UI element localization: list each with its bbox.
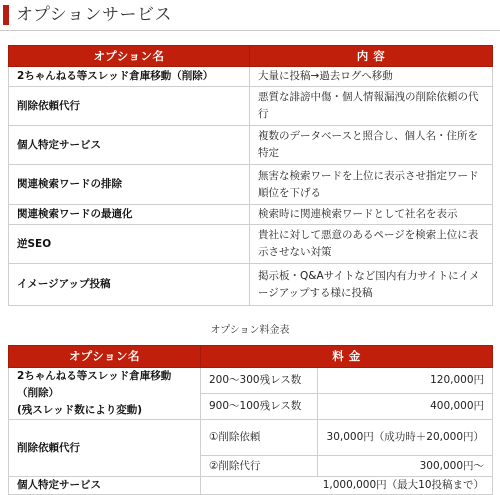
price-amount: 1,000,000円（最大10投稿まで） — [201, 477, 493, 495]
option-name: 個人特定サービス — [9, 126, 250, 165]
price-amount: 120,000円 — [318, 368, 493, 394]
header-option-name: オプション名 — [9, 346, 201, 368]
price-condition: 900〜100残レス数 — [201, 394, 318, 420]
table-row — [9, 126, 493, 165]
price-table-caption: オプション料金表 — [210, 325, 290, 336]
price-table — [8, 345, 493, 495]
table-row — [9, 264, 493, 306]
table-row — [9, 368, 493, 394]
header-content: 内 容 — [250, 46, 493, 67]
header-option-name: オプション名 — [9, 46, 250, 67]
options-table-header — [9, 46, 493, 67]
heading-accent-bar — [3, 5, 9, 25]
option-description: 貴社に対して悪意のあるページを検索上位に表示させない対策 — [250, 225, 493, 264]
price-condition: ①削除依頼 — [201, 420, 318, 456]
page-title: オプションサービス — [16, 5, 172, 25]
table-row — [9, 87, 493, 126]
price-amount: 30,000円（成功時＋20,000円） — [318, 420, 493, 456]
page-heading — [0, 0, 500, 31]
option-name: イメージアップ投稿 — [9, 264, 250, 306]
option-description: 悪質な誹謗中傷・個人情報漏洩の削除依頼の代行 — [250, 87, 493, 126]
option-name: 削除依頼代行 — [9, 87, 250, 126]
option-description: 大量に投稿→過去ログへ移動 — [250, 67, 493, 87]
table-row — [9, 67, 493, 87]
option-name: 2ちゃんねる等スレッド倉庫移動（削除） (残スレッド数により変動) — [9, 368, 201, 420]
table-row — [9, 165, 493, 205]
table-row — [9, 225, 493, 264]
price-amount: 400,000円 — [318, 394, 493, 420]
price-amount: 300,000円〜 — [318, 456, 493, 477]
price-condition: ②削除代行 — [201, 456, 318, 477]
option-description: 複数のデータベースと照合し、個人名・住所を特定 — [250, 126, 493, 165]
option-name: 関連検索ワードの最適化 — [9, 205, 250, 225]
price-condition: 200〜300残レス数 — [201, 368, 318, 394]
options-table — [8, 45, 493, 306]
option-name: 2ちゃんねる等スレッド倉庫移動（削除） — [9, 67, 250, 87]
option-name: 関連検索ワードの排除 — [9, 165, 250, 205]
option-description: 掲示板・Q&Aサイトなど国内有力サイトにイメージアップする様に投稿 — [250, 264, 493, 306]
table-row — [9, 420, 493, 456]
option-description: 無害な検索ワードを上位に表示させ指定ワード順位を下げる — [250, 165, 493, 205]
table-row — [9, 205, 493, 225]
header-price: 料 金 — [201, 346, 493, 368]
price-table-header — [9, 346, 493, 368]
option-name: 削除依頼代行 — [9, 420, 201, 477]
option-name: 個人特定サービス — [9, 477, 201, 495]
option-description: 検索時に関連検索ワードとして社名を表示 — [250, 205, 493, 225]
option-name: 逆SEO — [9, 225, 250, 264]
